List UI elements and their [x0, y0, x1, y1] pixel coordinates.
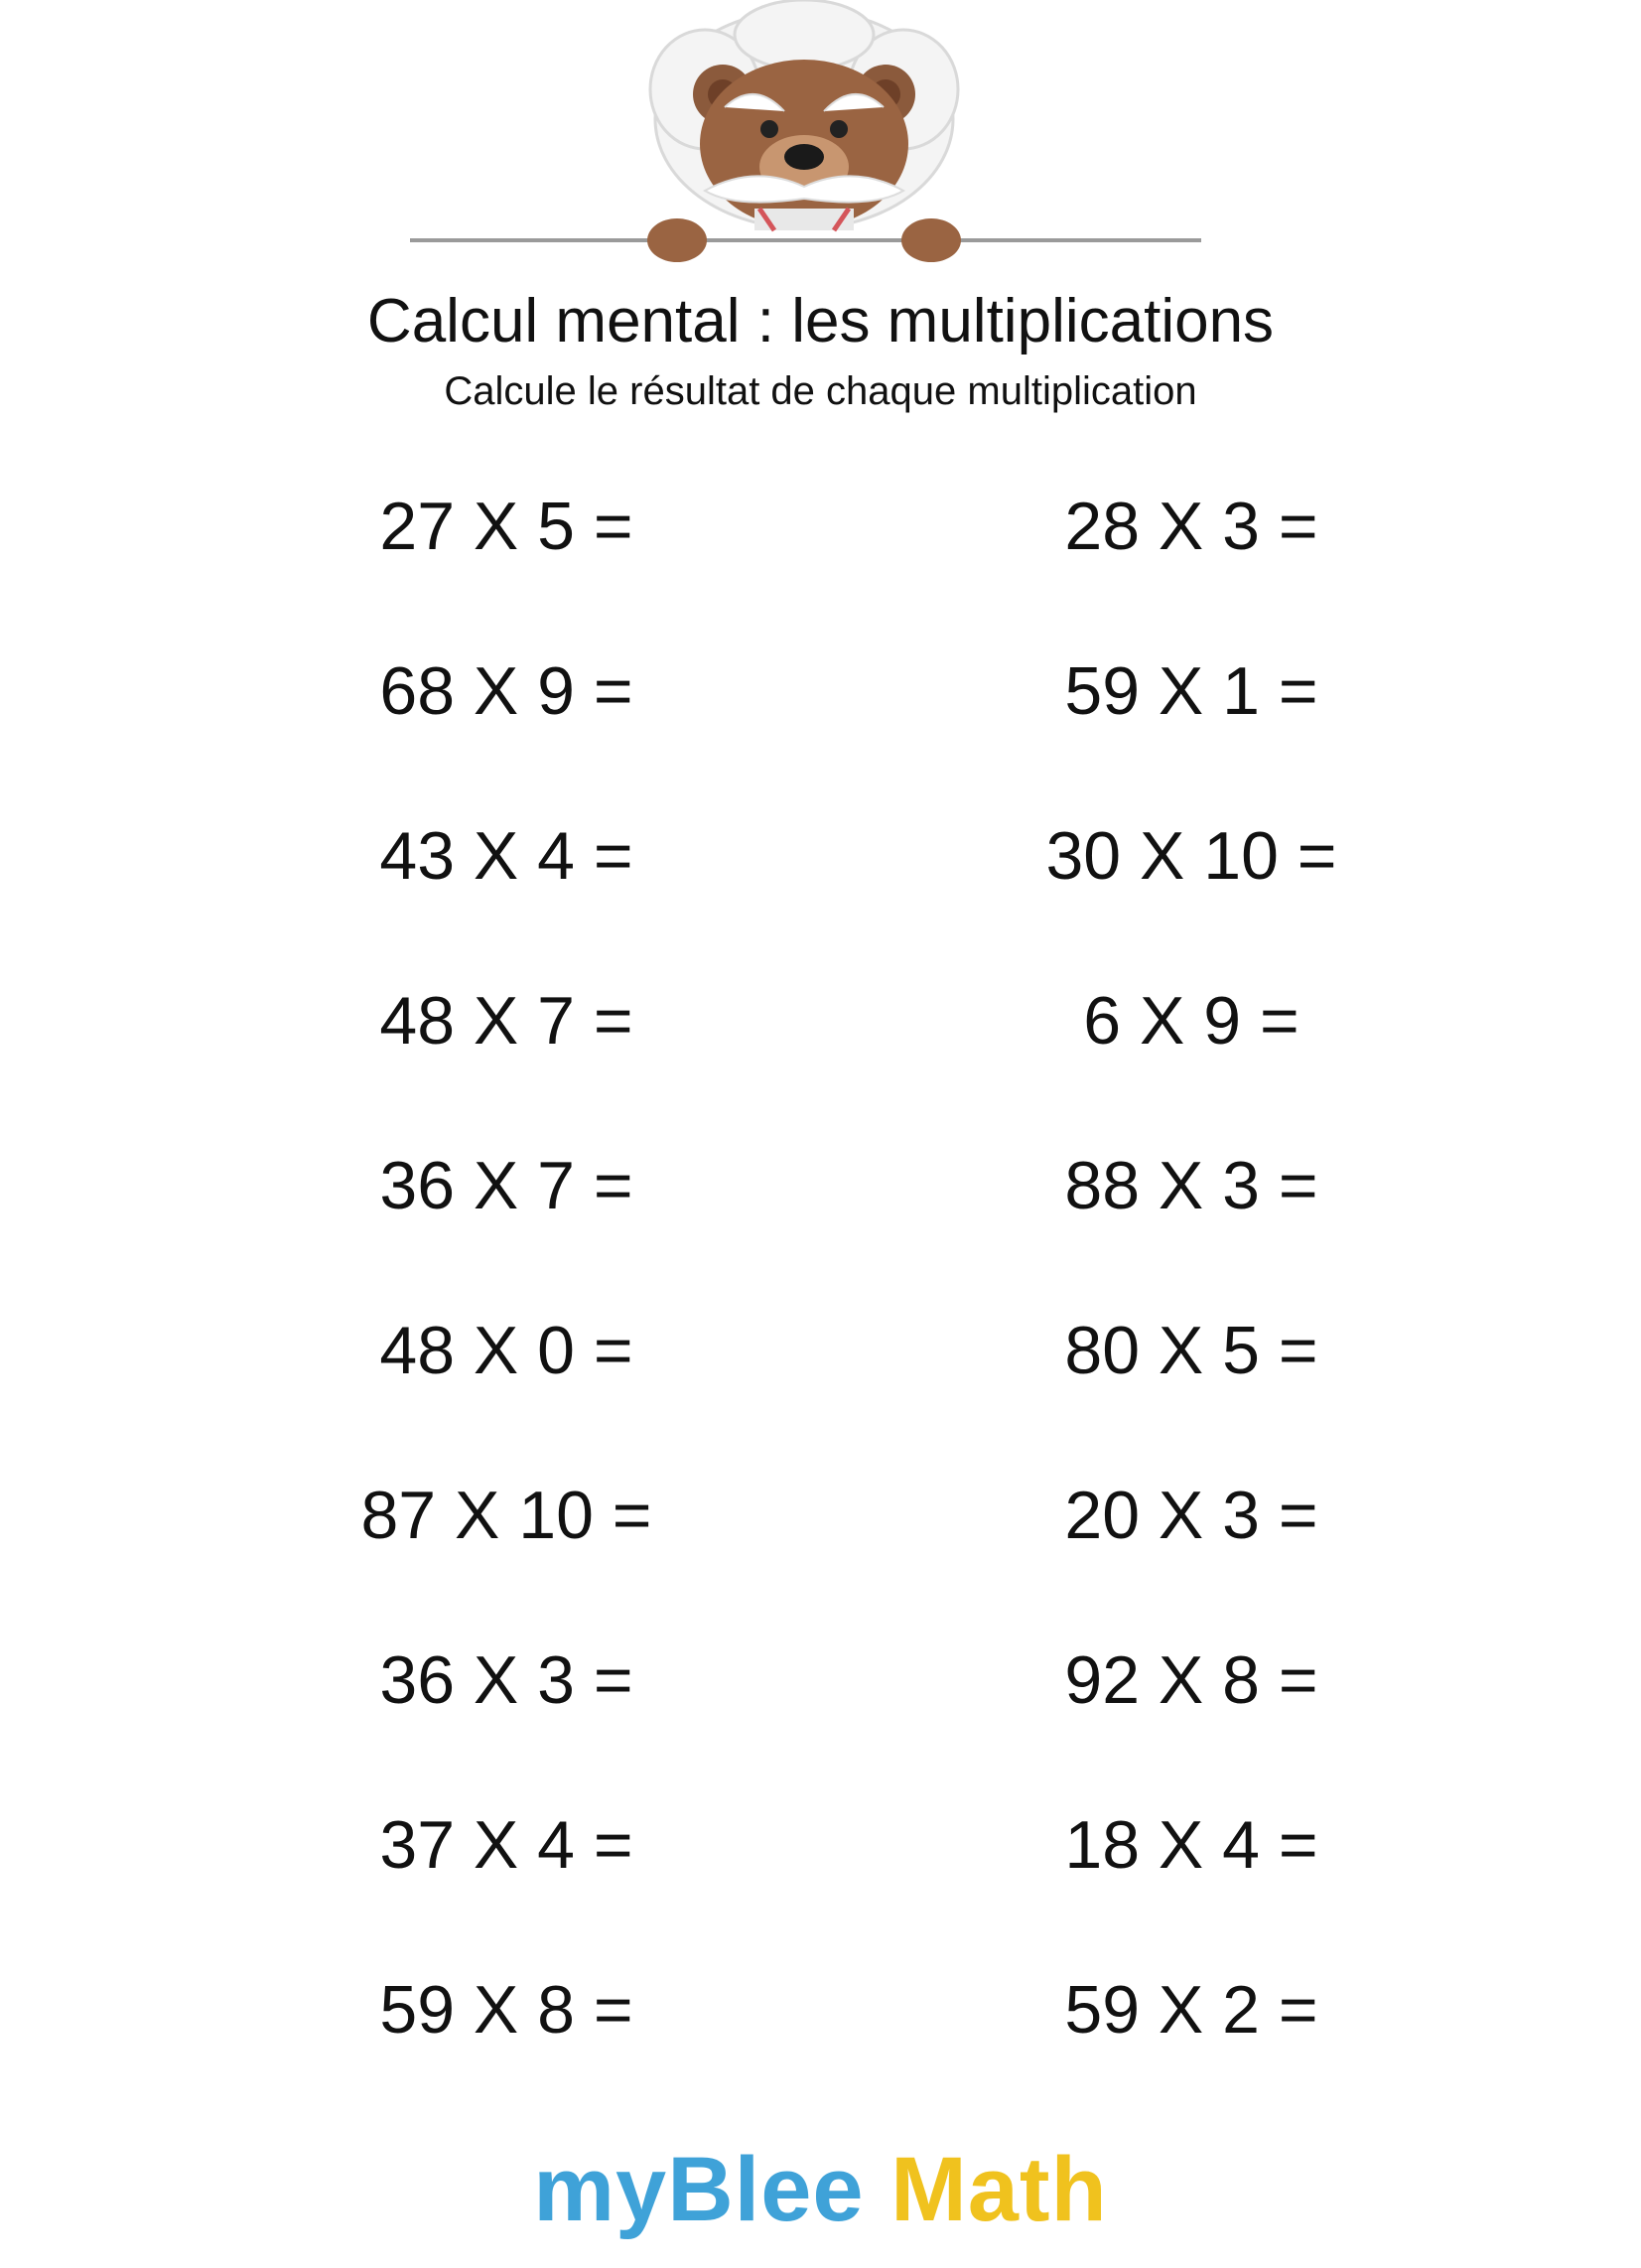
problem-item: 27 X 5 = [379, 489, 633, 564]
problem-item: 59 X 8 = [379, 1972, 633, 2048]
problem-item: 30 X 10 = [1045, 818, 1337, 894]
brand-logo [0, 2135, 1641, 2244]
problem-item: 87 X 10 = [360, 1478, 652, 1553]
brand-logo-part2: Math [890, 2139, 1108, 2240]
page-subtitle: Calcule le résultat de chaque multiplication [444, 369, 1197, 413]
problem-item: 36 X 7 = [379, 1148, 633, 1223]
problem-item: 20 X 3 = [1064, 1478, 1318, 1553]
problem-item: 68 X 9 = [379, 653, 633, 729]
problem-item: 28 X 3 = [1064, 489, 1318, 564]
problem-item: 92 X 8 = [1064, 1642, 1318, 1718]
problem-item: 80 X 5 = [1064, 1313, 1318, 1388]
problem-item: 59 X 1 = [1064, 653, 1318, 729]
problem-item: 43 X 4 = [379, 818, 633, 894]
page-title: Calcul mental : les multiplications [366, 287, 1275, 355]
problem-item: 6 X 9 = [1083, 983, 1299, 1059]
problem-item: 88 X 3 = [1064, 1148, 1318, 1223]
problem-item: 18 X 4 = [1064, 1807, 1318, 1883]
problem-item: 48 X 0 = [379, 1313, 633, 1388]
problem-item: 36 X 3 = [379, 1642, 633, 1718]
bear-mascot-icon [407, 0, 1261, 273]
problem-item: 37 X 4 = [379, 1807, 633, 1883]
problem-item: 59 X 2 = [1064, 1972, 1318, 2048]
brand-logo-part1: myBlee [533, 2139, 865, 2240]
problem-item: 48 X 7 = [379, 983, 633, 1059]
